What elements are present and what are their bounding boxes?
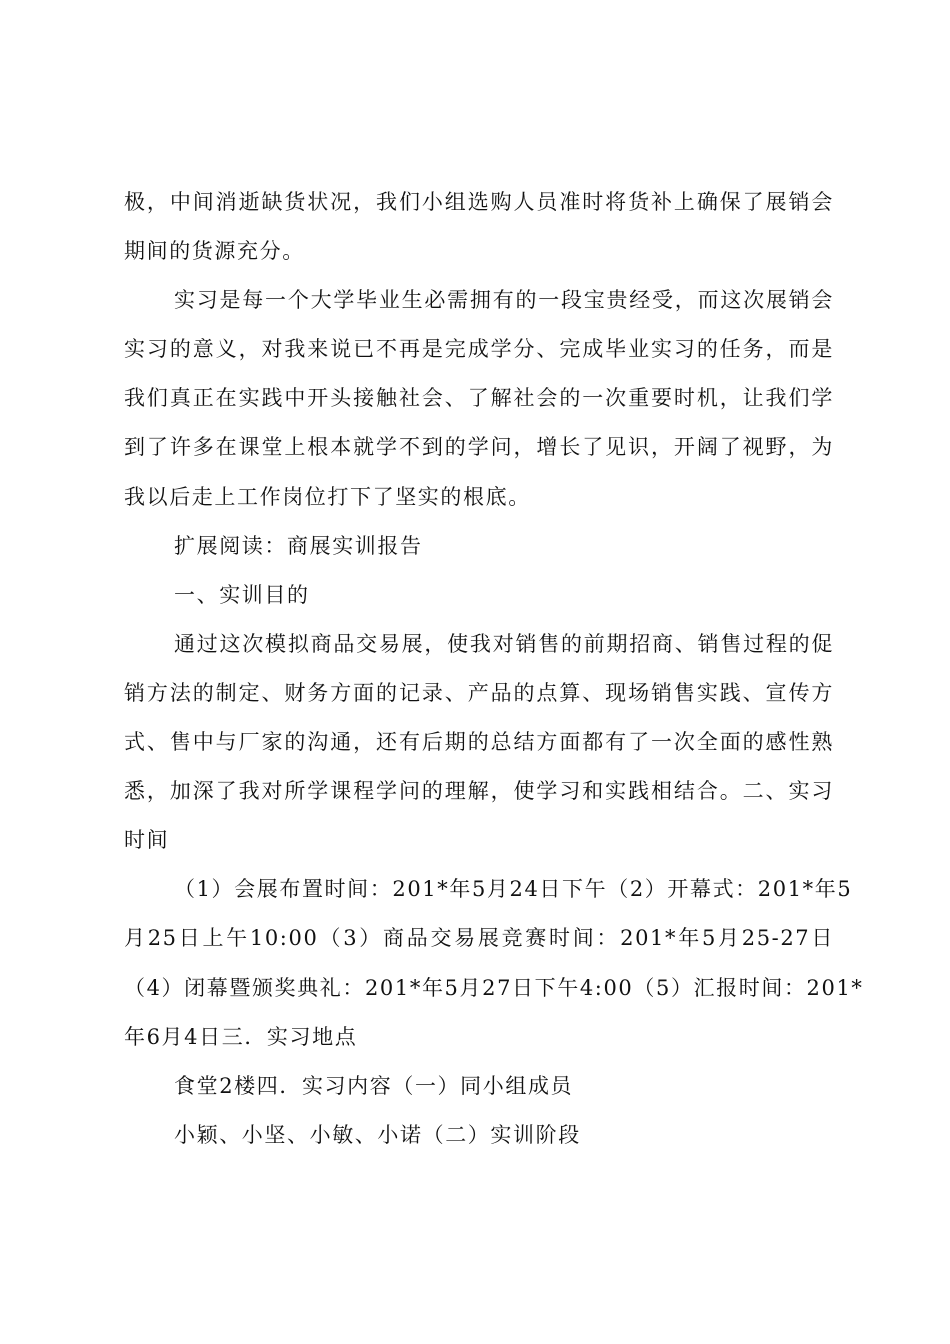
schedule-first-line: （1）会展布置时间：201*年5月24日下午（2）开幕式：201*年5 [174, 877, 853, 902]
section-heading-objective: 一、实训目的 [174, 582, 310, 607]
paragraph-first-line: 实习是每一个大学毕业生必需拥有的一段宝贵经受，而这次展销会 [174, 288, 834, 313]
text-line: 悉，加深了我对所学课程学问的理解，使学习和实践相结合。二、实习 [124, 779, 834, 804]
text-line: 我以后走上工作岗位打下了坚实的根底。 [124, 484, 531, 509]
paragraph-first-line: 通过这次模拟商品交易展，使我对销售的前期招商、销售过程的促 [174, 631, 834, 656]
text-line: 到了许多在课堂上根本就学不到的学问，增长了见识，开阔了视野，为 [124, 435, 834, 460]
text-line: 极，中间消逝缺货状况，我们小组选购人员准时将货补上确保了展销会 [124, 190, 834, 214]
document-body [124, 178, 864, 1160]
text-line: （4）闭幕暨颁奖典礼：201*年5月27日下午4:00（5）汇报时间：201* [124, 975, 864, 1000]
text-line: 式、售中与厂家的沟通，还有后期的总结方面都有了一次全面的感性熟 [124, 730, 834, 755]
members-line: 小颖、小坚、小敏、小诺（二）实训阶段 [174, 1122, 581, 1147]
location-line: 食堂2楼四．实习内容（一）同小组成员 [174, 1073, 574, 1098]
extended-reading-heading: 扩展阅读：商展实训报告 [174, 533, 423, 558]
text-line: 年6月4日三．实习地点 [124, 1024, 358, 1049]
text-line: 期间的货源充分。 [124, 239, 305, 264]
text-line: 月25日上午10:00（3）商品交易展竞赛时间：201*年5月25-27日 [124, 926, 834, 951]
text-line: 我们真正在实践中开头接触社会、了解社会的一次重要时机，让我们学 [124, 386, 834, 411]
text-line: 时间 [124, 828, 170, 853]
text-line: 销方法的制定、财务方面的记录、产品的点算、现场销售实践、宣传方 [124, 680, 834, 705]
text-line: 实习的意义，对我来说已不再是完成学分、完成毕业实习的任务，而是 [124, 337, 834, 362]
